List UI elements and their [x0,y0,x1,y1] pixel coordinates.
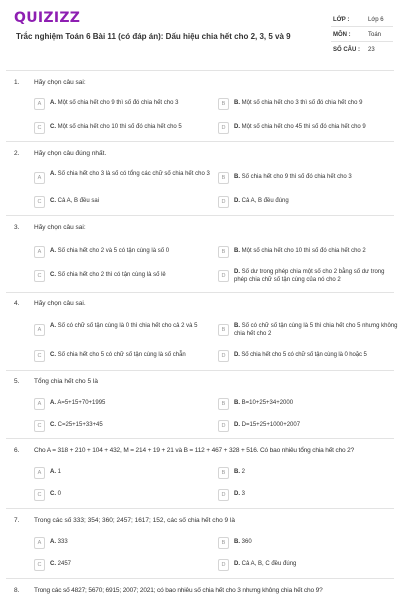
option-text: Cả A, B, C đều đúng [241,561,297,567]
option-label: D. [234,352,240,358]
option-letter-box: D [218,559,229,571]
option-label: D. [234,269,240,275]
option-letter-box: D [218,350,229,362]
question-text: Cho A = 318 + 210 + 104 + 432, M = 214 + 19 + 21 và B = 112 + 467 + 328 + 516. Có bao nhiêu tổng chia hết cho 2? [34,447,355,454]
option-letter-box: A [34,324,45,336]
question-number: 7. [14,517,20,524]
option-label: A. [50,469,56,475]
option-text: Một số chia hết cho 3 thì số đó chia hết cho 9 [241,100,363,106]
option-letter-box: A [34,467,45,479]
option-text: Số dư trong phép chia một số cho 2 bằng số dư trong phép chia chữ số tận cùng của nó cho 2 [234,269,385,283]
question-number: 1. [14,79,20,86]
option-label: B. [234,539,240,545]
option-letter-box: D [218,122,229,134]
option-text: 2457 [57,561,72,567]
option-label: A. [50,400,56,406]
option-letter-box: C [34,270,45,282]
option-label: C. [50,124,56,130]
meta-divider [331,26,393,27]
option-letter-box: A [34,537,45,549]
option-text: 2 [241,469,246,475]
option-letter-box: A [34,398,45,410]
option-text: Cả A, B đều đúng [241,198,289,204]
option-label: D. [234,561,240,567]
option-label: D. [234,124,240,130]
option-letter-box: B [218,467,229,479]
option-text: B=10+25+34+2000 [241,400,294,406]
question-number: 6. [14,447,20,454]
option-label: A. [50,171,56,177]
meta-divider [331,41,393,42]
option-label: A. [50,539,56,545]
option-text: 1 [57,469,62,475]
option-text: Số chia hết cho 5 có chữ số tận cùng là 0 hoặc 5 [241,352,367,358]
option-label: B. [234,400,240,406]
option-text: Số có chữ số tận cùng là 0 thì chia hết cho cả 2 và 5 [57,323,198,329]
question-text: Hãy chọn câu sai: [34,224,86,231]
question-text: Hãy chọn câu đúng nhất. [34,150,107,157]
option-text: Số có chữ số tận cùng là 5 thì chia hết cho 5 nhưng không chia hết cho 2 [234,323,398,337]
option-text: A=5+15+70+1995 [57,400,106,406]
option-label: C. [50,491,56,497]
question-text: Trong các số 333; 354; 360; 2457; 1617; 152, các số chia hết cho 9 là [34,517,236,524]
option-letter-box: D [218,489,229,501]
question-text: Tổng chia hết cho 5 là [34,378,98,385]
option-letter-box: C [34,350,45,362]
option-text: Một số chia hết cho 9 thì số đó chia hết cho 3 [57,100,179,106]
question-text: Trong các số 4827; 5670; 6915; 2007; 2021; có bao nhiêu số chia hết cho 3 nhưng không chia hết cho 9? [34,587,323,594]
option-letter-box: B [218,246,229,258]
question-divider [6,438,394,439]
option-letter-box: A [34,172,45,184]
option-label: B. [234,323,240,329]
option-text: Số chia hết cho 5 có chữ số tận cùng là số chẵn [57,352,186,358]
option-label: C. [50,272,56,278]
meta-grade-value: Lớp 6 [368,17,384,23]
option-letter-box: A [34,246,45,258]
option-text: Một số chia hết cho 10 thì số đó chia hết cho 5 [57,124,182,130]
option-text: Số chia hết cho 2 và 5 có tận cùng là số 0 [57,248,170,254]
option-text: 360 [241,539,252,545]
question-text: Hãy chọn câu sai. [34,300,86,307]
option-text: Số chia hết cho 3 là số có tổng các chữ số chia hết cho 3 [57,171,210,177]
meta-subject-value: Toán [368,32,382,38]
meta-question-count-value: 23 [368,47,375,53]
option-label: B. [234,248,240,254]
option-text: C=25+15+33+45 [57,422,103,428]
meta-subject-key: MÔN : [333,32,351,38]
option-text: Số chia hết cho 9 thì số đó chia hết cho 3 [241,174,352,180]
question-divider [6,141,394,142]
option-text: Số chia hết cho 2 thì có tận cùng là số lẻ [57,272,166,278]
option-letter-box: C [34,196,45,208]
option-label: D. [234,198,240,204]
option-text: 0 [57,491,62,497]
option-label: A. [50,323,56,329]
option-letter-box: C [34,420,45,432]
quizizz-logo: QUIZIZZ [14,10,81,26]
question-divider [6,578,394,579]
option-label: C. [50,352,56,358]
question-text: Hãy chọn câu sai: [34,79,86,86]
option-text: Một số chia hết cho 10 thì số đó chia hết cho 2 [241,248,366,254]
option-text: Cả A, B đều sai [57,198,100,204]
question-divider [6,292,394,293]
option-letter-box: C [34,489,45,501]
question-number: 5. [14,378,20,385]
option-label: A. [50,248,56,254]
option-text: 333 [57,539,68,545]
option-letter-box: D [218,196,229,208]
document-title: Trắc nghiệm Toán 6 Bài 11 (có đáp án): Dấu hiệu chia hết cho 2, 3, 5 và 9 [16,32,291,41]
option-label: C. [50,198,56,204]
question-number: 8. [14,587,20,594]
option-letter-box: C [34,559,45,571]
option-label: B. [234,469,240,475]
option-letter-box: C [34,122,45,134]
option-letter-box: B [218,98,229,110]
option-letter-box: A [34,98,45,110]
option-label: B. [234,100,240,106]
meta-grade-key: LỚP : [333,17,350,23]
option-label: D. [234,422,240,428]
option-letter-box: B [218,537,229,549]
option-letter-box: B [218,172,229,184]
option-label: D. [234,491,240,497]
question-divider [6,370,394,371]
option-letter-box: D [218,270,229,282]
option-label: C. [50,561,56,567]
question-divider [6,508,394,509]
header-divider [6,70,394,71]
option-text: 3 [241,491,246,497]
option-label: C. [50,422,56,428]
option-letter-box: B [218,324,229,336]
option-label: A. [50,100,56,106]
option-letter-box: B [218,398,229,410]
question-number: 4. [14,300,20,307]
question-number: 3. [14,224,20,231]
option-label: B. [234,174,240,180]
page-header [0,0,400,62]
option-text: Một số chia hết cho 45 thì số đó chia hết cho 9 [241,124,366,130]
question-divider [6,215,394,216]
question-number: 2. [14,150,20,157]
meta-question-count-key: SỐ CÂU : [333,47,360,53]
option-letter-box: D [218,420,229,432]
option-text: D=15+25+1000+2007 [241,422,301,428]
